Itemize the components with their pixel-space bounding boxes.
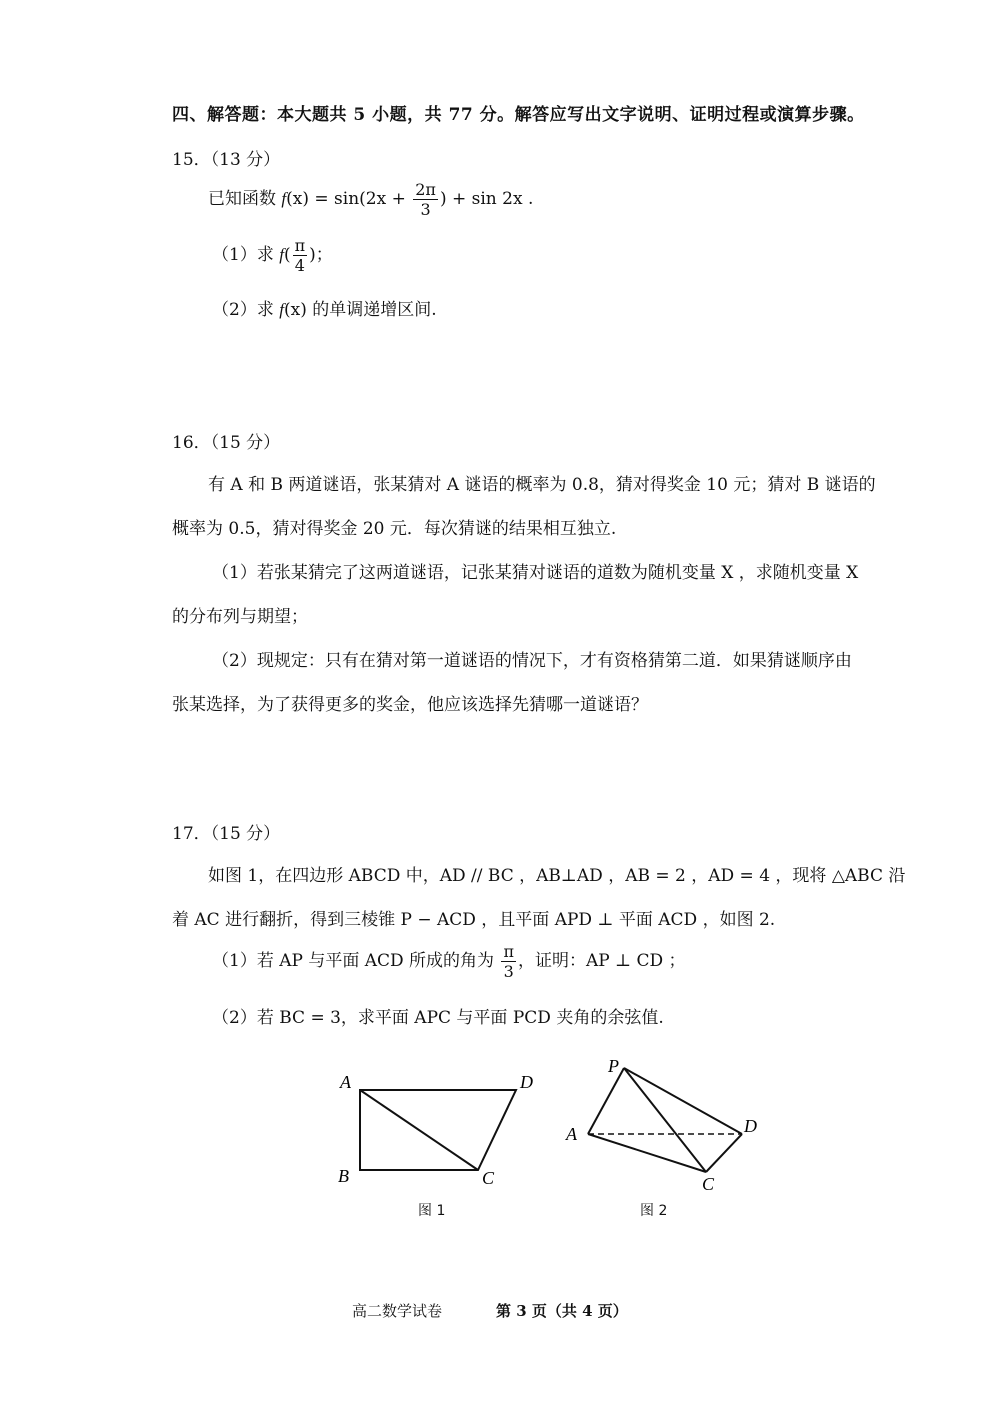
q15-x-paren: (x) = sin(2x + bbox=[286, 189, 412, 209]
q15-p1-fraction bbox=[293, 236, 308, 275]
q17-line2: 着 AC 进行翻折，得到三棱锥 P − ACD ，且平面 APD ⊥ 平面 ACD ，如图 2. bbox=[172, 910, 776, 930]
q17-p1-suffix: ，证明：AP ⊥ CD ； bbox=[517, 951, 686, 971]
q16-line2: 概率为 0.5，猜对得奖金 20 元．每次猜谜的结果相互独立. bbox=[172, 519, 617, 539]
figure1-diagram bbox=[320, 1060, 560, 1190]
figure2-label-c: C bbox=[702, 1174, 715, 1194]
q15-stem-suffix: ) + sin 2x . bbox=[439, 189, 534, 209]
q17-p1-prefix: （1）若 AP 与平面 ACD 所成的角为 bbox=[212, 951, 500, 971]
q15-p2-prefix: （2）求 bbox=[212, 300, 280, 320]
q17-p1-fraction bbox=[501, 942, 516, 981]
q15-p2-suffix: (x) 的单调递增区间. bbox=[283, 300, 437, 320]
figure2-edge-pc bbox=[624, 1068, 706, 1172]
q15-p1-suffix: )； bbox=[309, 245, 333, 265]
q15-p1-prefix: （1）求 bbox=[212, 245, 280, 265]
figure2-edge-pd bbox=[624, 1068, 742, 1134]
figure1-diagonal-ac bbox=[360, 1090, 478, 1170]
figure2-edge-ac bbox=[588, 1134, 706, 1172]
section-title: 四、解答题：本大题共 5 小题，共 77 分。解答应写出文字说明、证明过程或演算步骤。 bbox=[172, 105, 865, 125]
figure1-label-c: C bbox=[482, 1168, 495, 1188]
q15-stem bbox=[208, 180, 533, 219]
q16-line1: 有 A 和 B 两道谜语，张某猜对 A 谜语的概率为 0.8，猜对得奖金 10 元；猜对 B 谜语的 bbox=[208, 475, 876, 495]
q15-part2 bbox=[212, 295, 437, 320]
q15-p1-num: π bbox=[294, 236, 306, 255]
figure2-caption: 图 2 bbox=[640, 1203, 668, 1219]
q17-p1-num: π bbox=[503, 942, 514, 961]
q15-p1-den: 4 bbox=[294, 256, 305, 275]
q15-p2-f: f bbox=[279, 300, 284, 319]
q16-part2-line2: 张某选择，为了获得更多的奖金，他应该选择先猜哪一道谜语？ bbox=[172, 695, 648, 715]
figure1-label-b: B bbox=[338, 1166, 349, 1186]
q15-frac-den: 3 bbox=[420, 200, 431, 219]
q15-stem-prefix: 已知函数 bbox=[208, 189, 282, 209]
figure2-diagram bbox=[560, 1052, 800, 1202]
q16-header: 16．（15 分） bbox=[172, 433, 281, 453]
q17-p1-den: 3 bbox=[503, 962, 514, 981]
footer-page: 第 3 页（共 4 页） bbox=[496, 1302, 628, 1320]
figure1-label-d: D bbox=[520, 1072, 533, 1092]
q15-part1 bbox=[212, 236, 333, 275]
figure2-label-d: D bbox=[744, 1116, 757, 1136]
figure2-edge-cd bbox=[706, 1134, 742, 1172]
figure2-label-p: P bbox=[608, 1056, 619, 1076]
figure1-label-a: A bbox=[340, 1072, 351, 1092]
q16-part2-line1: （2）现规定：只有在猜对第一道谜语的情况下，才有资格猜第二道．如果猜谜顺序由 bbox=[212, 651, 852, 671]
q15-fraction bbox=[413, 180, 438, 219]
q15-frac-num: 2π bbox=[415, 180, 436, 199]
q16-part1-line2: 的分布列与期望； bbox=[172, 607, 308, 627]
q17-line1: 如图 1，在四边形 ABCD 中，AD // BC ，AB⊥AD ，AB = 2 ，AD = 4 ，现将 △ABC 沿 bbox=[208, 866, 906, 886]
footer-subject: 高二数学试卷 bbox=[352, 1302, 443, 1320]
figure1-caption: 图 1 bbox=[418, 1203, 446, 1219]
q16-part1-line1: （1）若张某猜完了这两道谜语，记张某猜对谜语的道数为随机变量 X ，求随机变量 X bbox=[212, 563, 859, 583]
q17-part1 bbox=[212, 942, 686, 981]
q15-f: f bbox=[281, 189, 287, 208]
q15-p1-f: f bbox=[279, 245, 284, 264]
figure2-edge-pa bbox=[588, 1068, 624, 1134]
q15-p1-open: ( bbox=[283, 245, 291, 265]
q17-header: 17．（15 分） bbox=[172, 824, 281, 844]
figure2-label-a: A bbox=[566, 1124, 577, 1144]
figure1-quadrilateral bbox=[360, 1090, 516, 1170]
q15-header: 15．（13 分） bbox=[172, 150, 281, 170]
q17-part2: （2）若 BC = 3，求平面 APC 与平面 PCD 夹角的余弦值. bbox=[212, 1008, 664, 1028]
